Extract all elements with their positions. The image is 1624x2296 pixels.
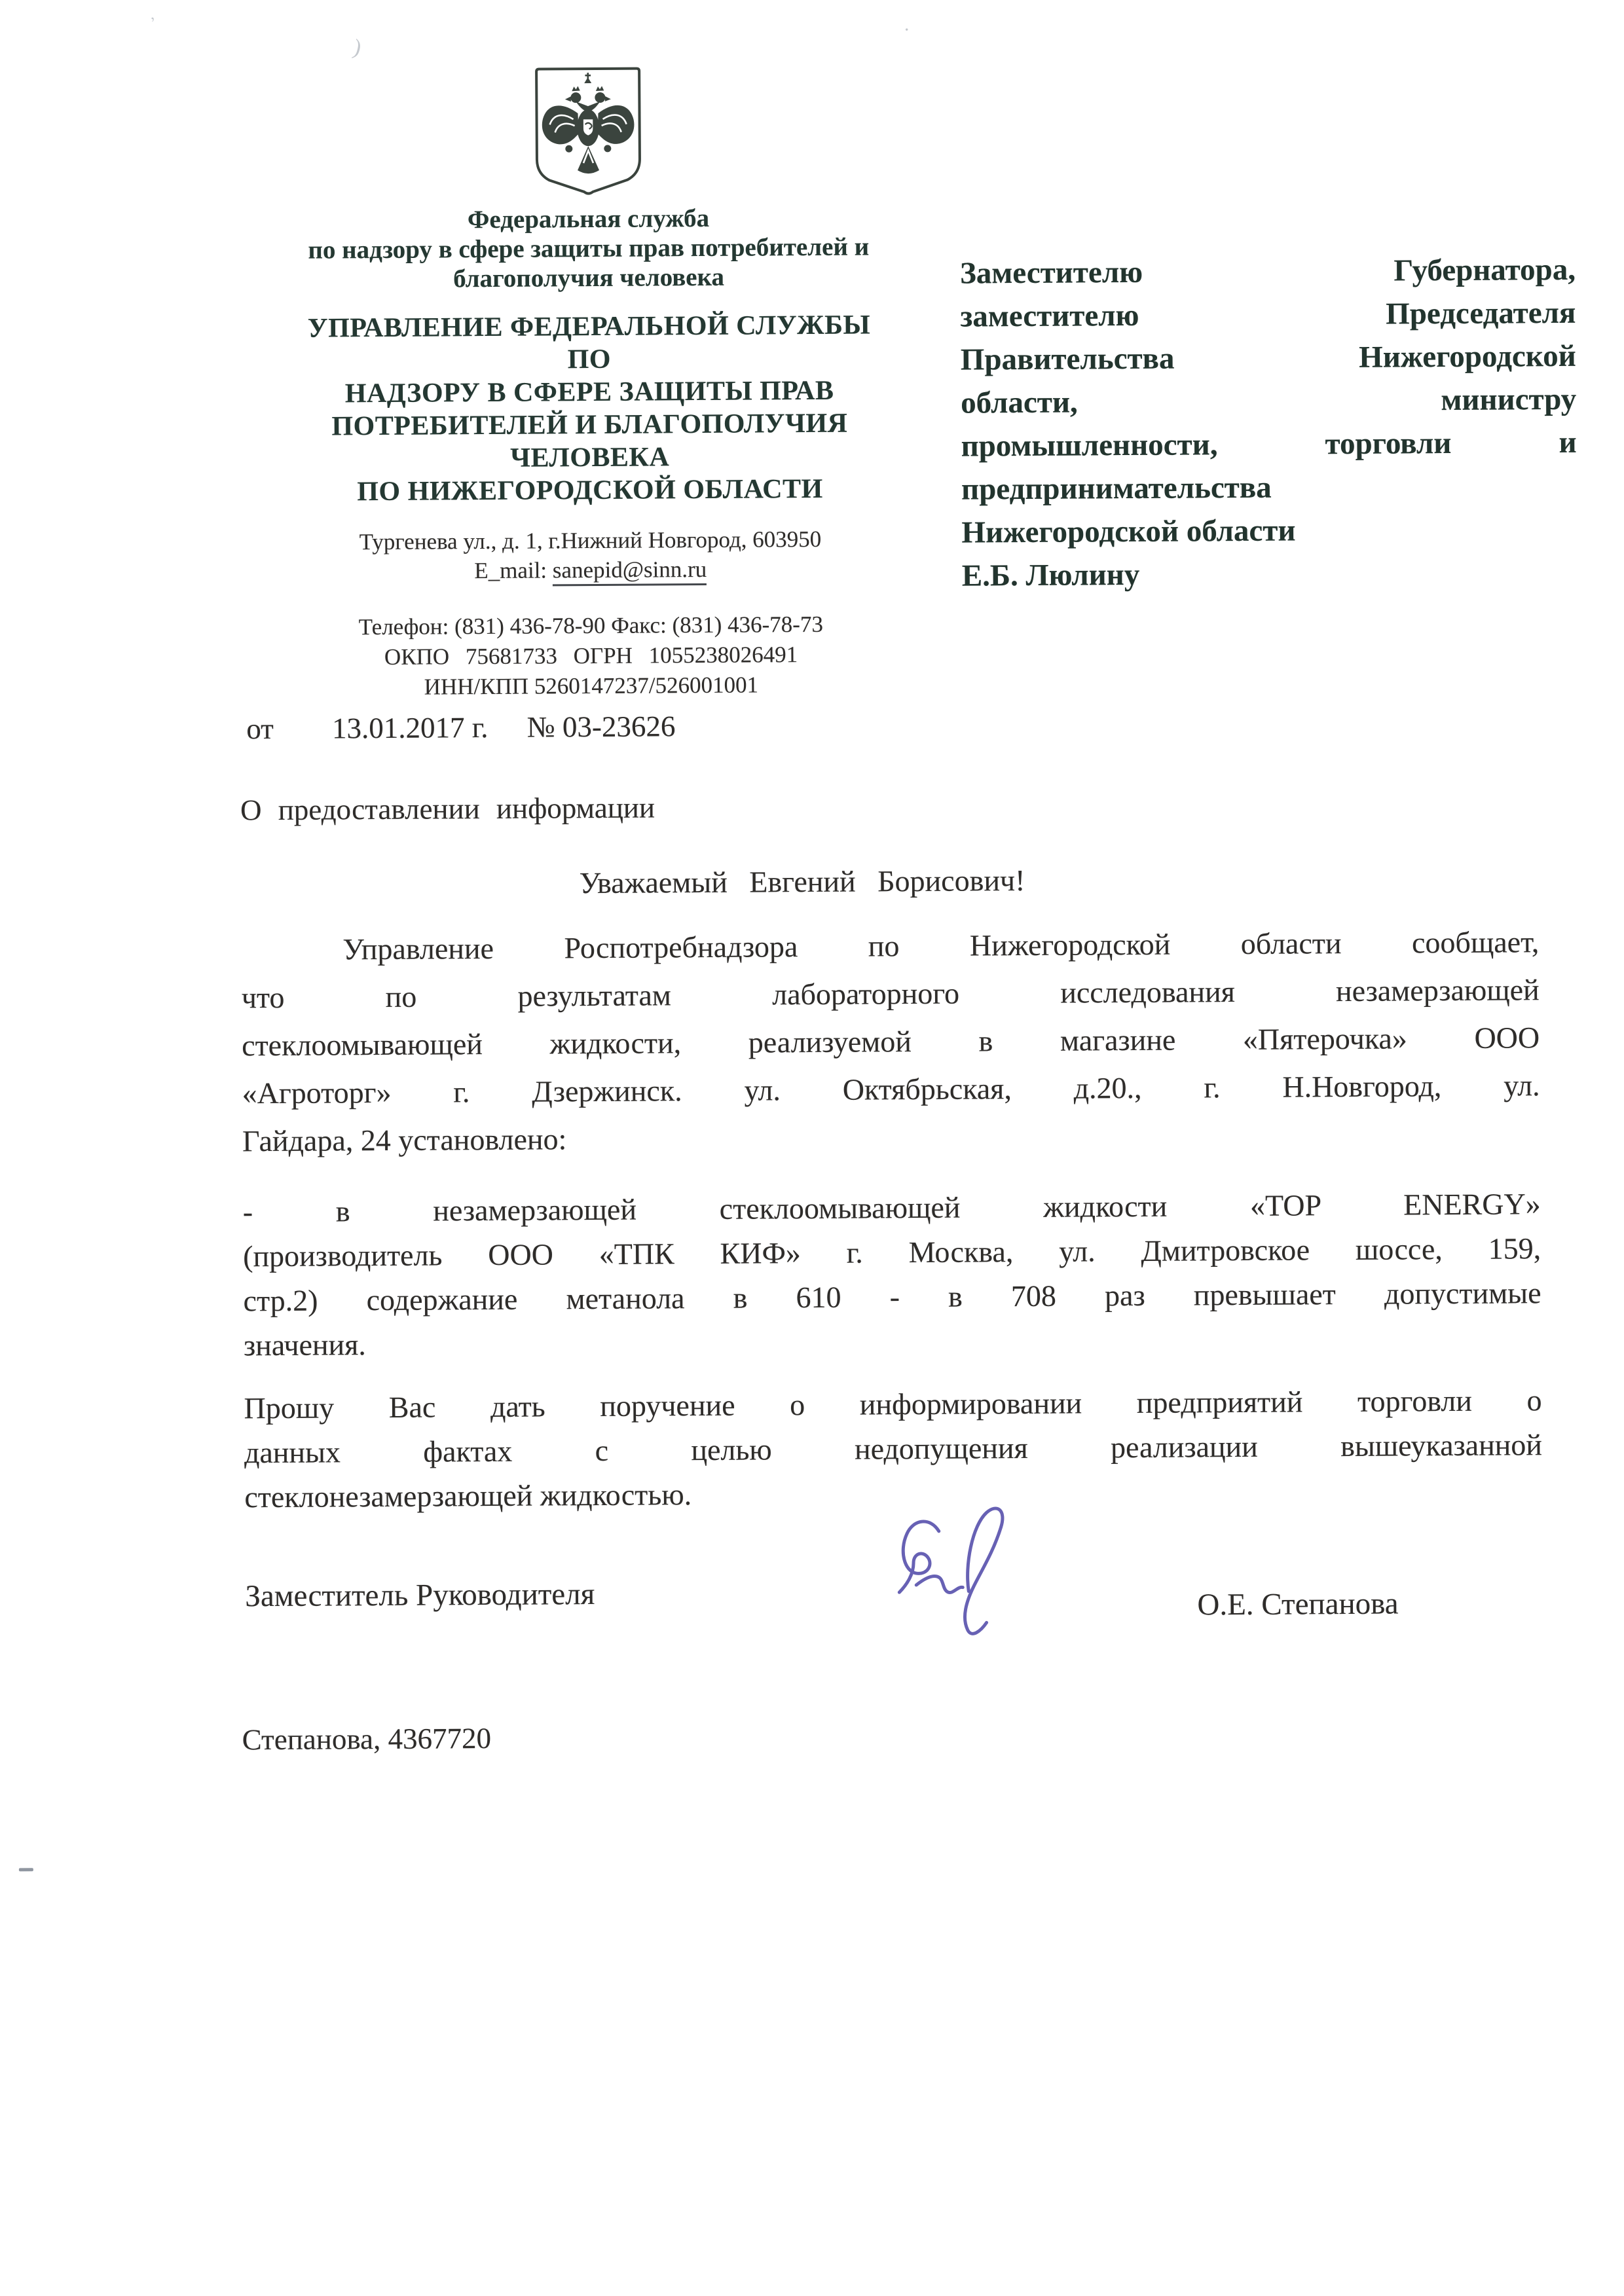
service-line: благополучия человека [453, 263, 725, 293]
service-line: Федеральная служба [467, 204, 710, 234]
russian-coat-of-arms-icon [527, 64, 649, 198]
letter-number: № 03-23626 [526, 710, 676, 744]
okpo-ogrn-line: ОКПО 75681733 ОГРН 1055238026491 [384, 642, 798, 670]
addressee-line: области, министру [961, 382, 1577, 420]
scan-speck: ʼ [149, 14, 160, 32]
body-line: - в незамерзающей стеклоомывающей жидкости «TOP ENERGY» [242, 1187, 1541, 1229]
postal-address-block [286, 524, 895, 587]
handwritten-signature-icon [891, 1499, 1042, 1647]
office-line: НАДЗОРУ В СФЕРЕ ЗАЩИТЫ ПРАВ [344, 375, 834, 409]
salutation-line: Уважаемый Евгений Борисович! [579, 864, 1025, 900]
body-line: данных фактах с целью недопущения реализации вышеуказанной [244, 1428, 1543, 1470]
scan-speck: ) [350, 35, 364, 61]
contact-block [286, 609, 896, 703]
body-line: стеклоомывающей жидкости, реализуемой в магазине «Пятерочка» ООО [242, 1021, 1540, 1063]
addressee-block [960, 248, 1578, 598]
postal-address: Тургенева ул., д. 1, г.Нижний Новгород, 603950 [359, 526, 822, 555]
addressee-line: Заместителю Губернатора, [959, 252, 1576, 291]
email-line [286, 553, 895, 587]
office-line: ЧЕЛОВЕКА [510, 442, 670, 473]
federal-service-name [284, 202, 893, 295]
body-line: Управление Роспотребнадзора по Нижегородской области сообщает, [342, 925, 1540, 966]
body-line: Гайдара, 24 установлено: [242, 1122, 567, 1158]
addressee-line: промышленности, торговли и [961, 425, 1577, 464]
body-line: Прошу Вас дать поручение о информировании предприятий торговли о [244, 1383, 1542, 1425]
scan-dash-mark [19, 1868, 33, 1871]
letter-date: 13.01.2017 г. [331, 711, 489, 745]
office-line: ПОТРЕБИТЕЛЕЙ И БЛАГОПОЛУЧИЯ [331, 408, 848, 442]
body-line: что по результатам лабораторного исследования незамерзающей [241, 973, 1540, 1015]
phone-fax-line: Телефон: (831) 436-78-90 Факс: (831) 436-78-73 [358, 611, 824, 640]
addressee-name: Е.Б. Люлину [961, 557, 1140, 593]
body-line: (производитель ООО «ТПК КИФ» г. Москва, ул. Дмитровское шоссе, 159, [242, 1231, 1541, 1273]
reference-line [246, 709, 675, 746]
executor-contact: Степанова, 4367720 [242, 1722, 492, 1757]
office-line: УПРАВЛЕНИЕ ФЕДЕРАЛЬНОЙ СЛУЖБЫ ПО [307, 310, 871, 375]
body-line: значения. [243, 1328, 366, 1362]
office-name [284, 308, 895, 509]
body-line: стр.2) содержание метанола в 610 - в 708 раз превышает допустимые [243, 1276, 1541, 1318]
email-label: E_mail: [474, 557, 547, 584]
service-line: по надзору в сфере защиты прав потребителей и [308, 232, 870, 264]
inn-kpp-line: ИНН/КПП 5260147237/526001001 [424, 672, 759, 700]
subject-line: О предоставлении информации [240, 791, 655, 827]
from-label: от [246, 712, 274, 746]
body-line: «Агроторг» г. Дзержинск. ул. Октябрьская, д.20., г. Н.Новгород, ул. [242, 1068, 1540, 1110]
addressee-line: Нижегородской области [961, 513, 1296, 550]
addressee-line: Правительства Нижегородской [960, 338, 1576, 377]
addressee-line: предпринимательства [961, 470, 1272, 507]
letterhead [283, 62, 896, 703]
addressee-line: заместителю Председателя [960, 295, 1576, 334]
signer-title: Заместитель Руководителя [245, 1577, 595, 1614]
email-address: sanepid@sinn.ru [553, 556, 707, 586]
body-line: стеклонезамерзающей жидкостью. [244, 1478, 692, 1514]
office-line: ПО НИЖЕГОРОДСКОЙ ОБЛАСТИ [357, 473, 823, 507]
scan-speck: · [903, 19, 910, 41]
letter-body [241, 918, 1543, 1520]
signer-name: О.Е. Степанова [1197, 1586, 1399, 1622]
